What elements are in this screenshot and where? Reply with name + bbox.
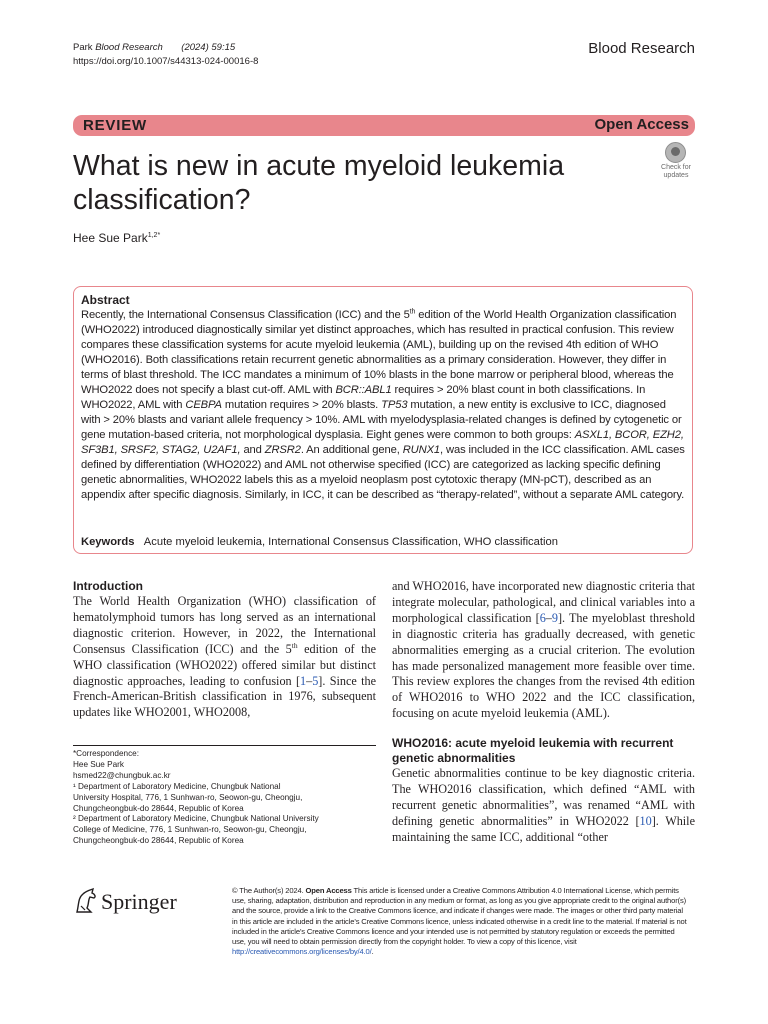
article-title: What is new in acute myeloid leukemia classification? xyxy=(73,150,565,216)
intro-heading: Introduction xyxy=(73,579,143,593)
check-for-updates-button[interactable] xyxy=(655,142,697,182)
ref-link[interactable]: 9 xyxy=(551,610,558,625)
email-link[interactable]: hsmed22@chungbuk.ac.kr xyxy=(73,770,171,780)
doi-link[interactable]: https://doi.org/10.1007/s44313-024-00016-8 xyxy=(73,55,259,67)
intro-paragraph-cont: and WHO2016, have incorporated new diagnostic criteria that integrate molecular, pathological, and clinical variables into a morphological classification [6–9]. The myeloblast threshold in diagnostic criteria has gradually decreased, with genetic abnormalities emerging as a crucial criterion. The evolution has made personalized management more feasible over time. This review explores the changes from the revised 4th edition of WHO2016 to WHO 2022 and the ICC classification, focusing on acute myeloid leukemia (AML). xyxy=(392,579,696,721)
license-text: © The Author(s) 2024. Open Access This article is licensed under a Creative Commons Attribution 4.0 International License, which permits use, sharing, adaptation, distribution and reproduction in any medium or format, as long as you give appropriate credit to the original author(s) and the source, provide a link to the Creative Commons licence, and indicate if changes were made. The images or other third party material in this article are included in the article’s Creative Commons licence, unless indicated otherwise in a credit line to the material. If material is not included in the article’s Creative Commons licence and your intended use is not permitted by statutory regulation or exceeds the permitted use, you will need to obtain permission directly from the copyright holder. To view a copy of this licence, visit http://creativecommons.org/licenses/by/4.0/. xyxy=(232,886,687,957)
publisher-logo xyxy=(73,886,193,918)
citation-header xyxy=(73,41,258,68)
header-journal: Blood Research xyxy=(95,42,163,53)
author-line xyxy=(73,231,160,245)
article-type-label: REVIEW xyxy=(83,117,147,134)
right-column xyxy=(392,579,695,846)
author-name: Hee Sue Park xyxy=(73,231,148,245)
section2-heading: WHO2016: acute myeloid leukemia with recurrent genetic abnormalities xyxy=(392,736,674,766)
article-type-banner xyxy=(73,115,695,136)
keywords-text: Acute myeloid leukemia, International Consensus Classification, WHO classification xyxy=(143,536,558,548)
author-affiliation-sup: 1,2* xyxy=(147,232,161,239)
ref-link[interactable]: 5 xyxy=(312,673,319,688)
springer-horse-icon xyxy=(73,886,99,916)
ref-link[interactable]: 1 xyxy=(300,673,307,688)
open-access-label: Open Access xyxy=(594,116,689,133)
keywords xyxy=(81,535,685,550)
abstract-heading: Abstract xyxy=(81,293,130,307)
license-link[interactable]: http://creativecommons.org/licenses/by/4.0/ xyxy=(232,947,372,957)
header-volume: (2024) 59:15 xyxy=(181,42,236,53)
abstract-text: Recently, the International Consensus Classification (ICC) and the 5th edition of the World Health Organization classification (WHO2022) introduced diagnostically similar yet distinct approaches, which has resulted in practical confusion. This review compares these classification systems for acute myeloid leukemia (AML), building up on the revised 4th edition of WHO (WHO2016). Both classifications retain recurrent genetic abnormalities as a primary consideration. However, they differ in terms of blast threshold. The ICC mandates a minimum of 10% blasts in the bone marrow or peripheral blood, whereas the WHO2022 does not specify a blast cut-off. AML with BCR::ABL1 requires > 20% blast count in both classifications. In WHO2022, AML with CEBPA mutation requires > 20% blasts. TP53 mutation, a new entity is exclusive to ICC, diagnosed with > 20% blasts and variant allele frequency > 10%. AML with myelodysplasia-related changes is defined by cytogenetic or gene mutation-based criteria, not morphological dysplasia. Eight genes were common to both groups: ASXL1, BCOR, EZH2, SF3B1, SRSF2, STAG2, U2AF1, and ZRSR2. An additional gene, RUNX1, was included in the ICC classification. AML cases defined by differentiation (WHO2022) and AML not otherwise specified (ICC) are categorized as lacking specific defining genetic abnormalities, WHO2022 labels this as a myeloid neoplasm post cytotoxic therapy (MN-pCT), described as an appendix after specific diagnosis. Similarly, in ICC, it can be described as “therapy-related”, without a separate AML category. xyxy=(81,308,685,501)
section2-paragraph: Genetic abnormalities continue to be key diagnostic criteria. The WHO2016 classification, which defined “AML with recurrent genetic abnormalities”, was renamed “AML with defining genetic abnormalities” in WHO2022 [10]. While maintaining the same ICC, additional “other xyxy=(392,766,695,844)
check-updates-icon xyxy=(665,142,686,163)
journal-name: Blood Research xyxy=(588,40,695,57)
footnote-divider xyxy=(73,745,376,746)
springer-wordmark: Springer xyxy=(101,889,177,914)
ref-link[interactable]: 10 xyxy=(639,813,652,828)
left-column xyxy=(73,579,376,721)
keywords-label: Keywords xyxy=(81,536,135,548)
check-updates-label: Check for updates xyxy=(661,164,691,179)
header-author: Park xyxy=(73,42,93,53)
correspondence-footnote: *Correspondence: Hee Sue Park hsmed22@chungbuk.ac.kr ¹ Department of Laboratory Medicine, Chungbuk National University Hospital, 776, 1 Sunhwan-ro, Seowon-gu, Cheongju, Chungcheongbuk-do 28644, Republic of Korea ² Department of Laboratory Medicine, Chungbuk National University College of Medicine, 776, 1 Sunhwan-ro, Seowon-gu, Cheongju, Chungcheongbuk-do 28644, Republic of Korea xyxy=(73,749,373,847)
intro-paragraph: The World Health Organization (WHO) classification of hematolymphoid tumors has long served as an international diagnostic criterion. However, in 2022, the International Consensus Classification (ICC) and the 5th edition of the WHO classification (WHO2022) offered similar but distinct diagnostic approaches, leading to confusion [1–5]. Since the French-American-British classification in 1976, subsequent updates like WHO2001, WHO2008, xyxy=(73,594,376,720)
ref-link[interactable]: 6 xyxy=(539,610,546,625)
